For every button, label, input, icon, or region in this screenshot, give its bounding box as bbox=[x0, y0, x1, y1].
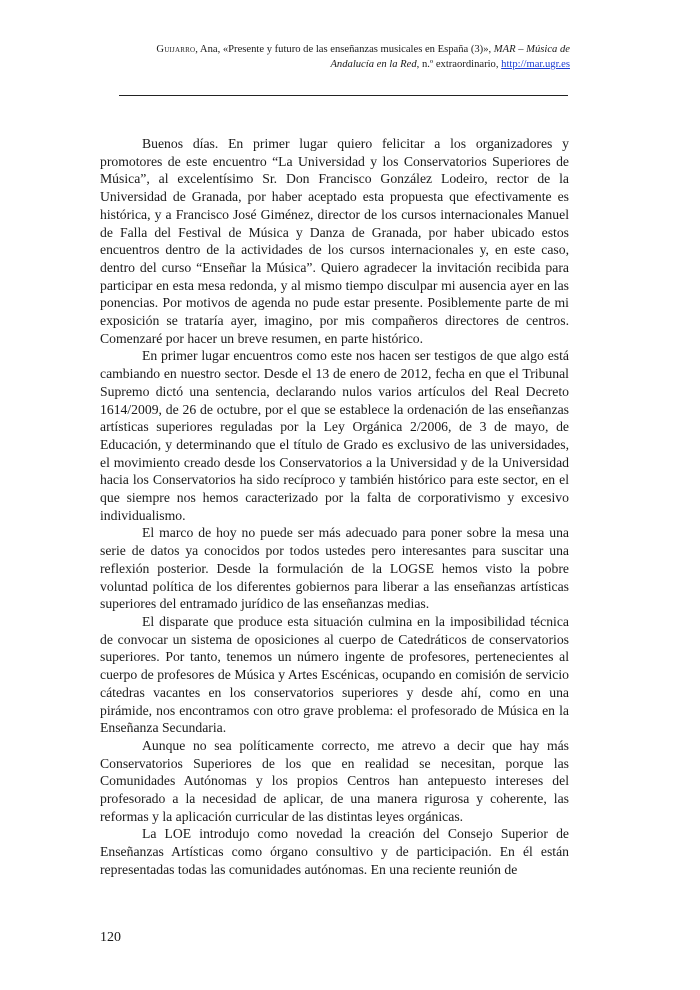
article-body bbox=[100, 135, 569, 879]
journal-title-cont: Andalucía en la Red bbox=[330, 59, 417, 70]
paragraph: La LOE introdujo como novedad la creación del Consejo Superior de Enseñanzas Artísticas como órgano consultivo y de participación. En él están representadas todas las comunidades autónomas. En una reciente reunión de bbox=[100, 826, 569, 877]
header-line-2 bbox=[100, 57, 570, 72]
journal-url-link[interactable]: http://mar.ugr.es bbox=[501, 59, 570, 70]
running-header bbox=[100, 42, 570, 72]
header-line-1 bbox=[100, 42, 570, 57]
paragraph: En primer lugar encuentros como este nos hacen ser testigos de que algo está cambiando en nuestro sector. Desde el 13 de enero de 2012, fecha en que el Tribunal Supremo dictó una sentencia, declarando nulos varios artículos del Real Decreto 1614/2009, de 26 de octubre, por el que se establece la ordenación de las enseñanzas artísticas superiores reguladas por la Ley Orgánica 2/2006, de 3 de mayo, de Educación, y determinando que el título de Grado es exclusivo de las universidades, el movimiento creado desde los Conservatorios a la Universidad y de la Universidad hacia los Conservatorios ha sido recíproco y también histórico para este sector, en el que siempre nos hemos caracterizado por la falta de corporativismo y excesivo individualismo. bbox=[100, 348, 569, 523]
author-name: Guijarro bbox=[156, 44, 196, 55]
journal-title: MAR – Música de bbox=[493, 44, 570, 55]
page-number: 120 bbox=[100, 930, 121, 945]
paragraph: Aunque no sea políticamente correcto, me atrevo a decir que hay más Conservatorios Superiores de los que en realidad se necesitan, porque las Comunidades Autónomas y los propios Centros han antepuesto intereses del profesorado a la necesidad de aplicar, de una manera rigurosa y coherente, las reformas y la aplicación curricular de las distintas leyes orgánicas. bbox=[100, 737, 569, 824]
issue-text: , n.º extraordinario, bbox=[416, 59, 502, 70]
citation-text: , Ana, «Presente y futuro de las enseñanzas musicales en España (3)», bbox=[195, 44, 494, 55]
paragraph: Buenos días. En primer lugar quiero felicitar a los organizadores y promotores de este encuentro “La Universidad y los Conservatorios Superiores de Música”, al excelentísimo Sr. Don Francisco González Lodeiro, rector de la Universidad de Granada, por haber aceptado esta propuesta que efectivamente es histórica, y a Francisco José Giménez, director de los cursos internacionales Manuel de Falla del Festival de Música y Danza de Granada, por haber ubicado estos encuentros dentro de la actividades de los cursos internacionales y, en este caso, dentro del curso “Enseñar la Música”. Quiero agradecer la invitación recibida para participar en esta mesa redonda, y al mismo tiempo disculpar mi ausencia ayer en las ponencias. Por motivos de agenda no pude estar presente. Posiblemente parte de mi exposición se trataría ayer, imagino, por mis compañeros directores de centros. Comenzaré por hacer un breve resumen, en parte histórico. bbox=[100, 136, 569, 346]
header-divider bbox=[119, 95, 568, 96]
paragraph: El marco de hoy no puede ser más adecuado para poner sobre la mesa una serie de datos ya conocidos por todos ustedes pero interesantes para suscitar una reflexión posterior. Desde la formulación de la LOGSE hemos visto la pobre voluntad política de los diferentes gobiernos para liberar a las enseñanzas artísticas superiores del entramado jurídico de las enseñanzas medias. bbox=[100, 525, 569, 612]
paragraph: El disparate que produce esta situación culmina en la imposibilidad técnica de convocar un sistema de oposiciones al cuerpo de Catedráticos de conservatorios superiores. Por tanto, tenemos un número ingente de profesores, pertenecientes al cuerpo de profesores de Música y Artes Escénicas, ocupando en comisión de servicio cátedras vacantes en los conservatorios superiores y desde ahí, como en una pirámide, nos encontramos con otro grave problema: el profesorado de Música en la Enseñanza Secundaria. bbox=[100, 613, 569, 736]
